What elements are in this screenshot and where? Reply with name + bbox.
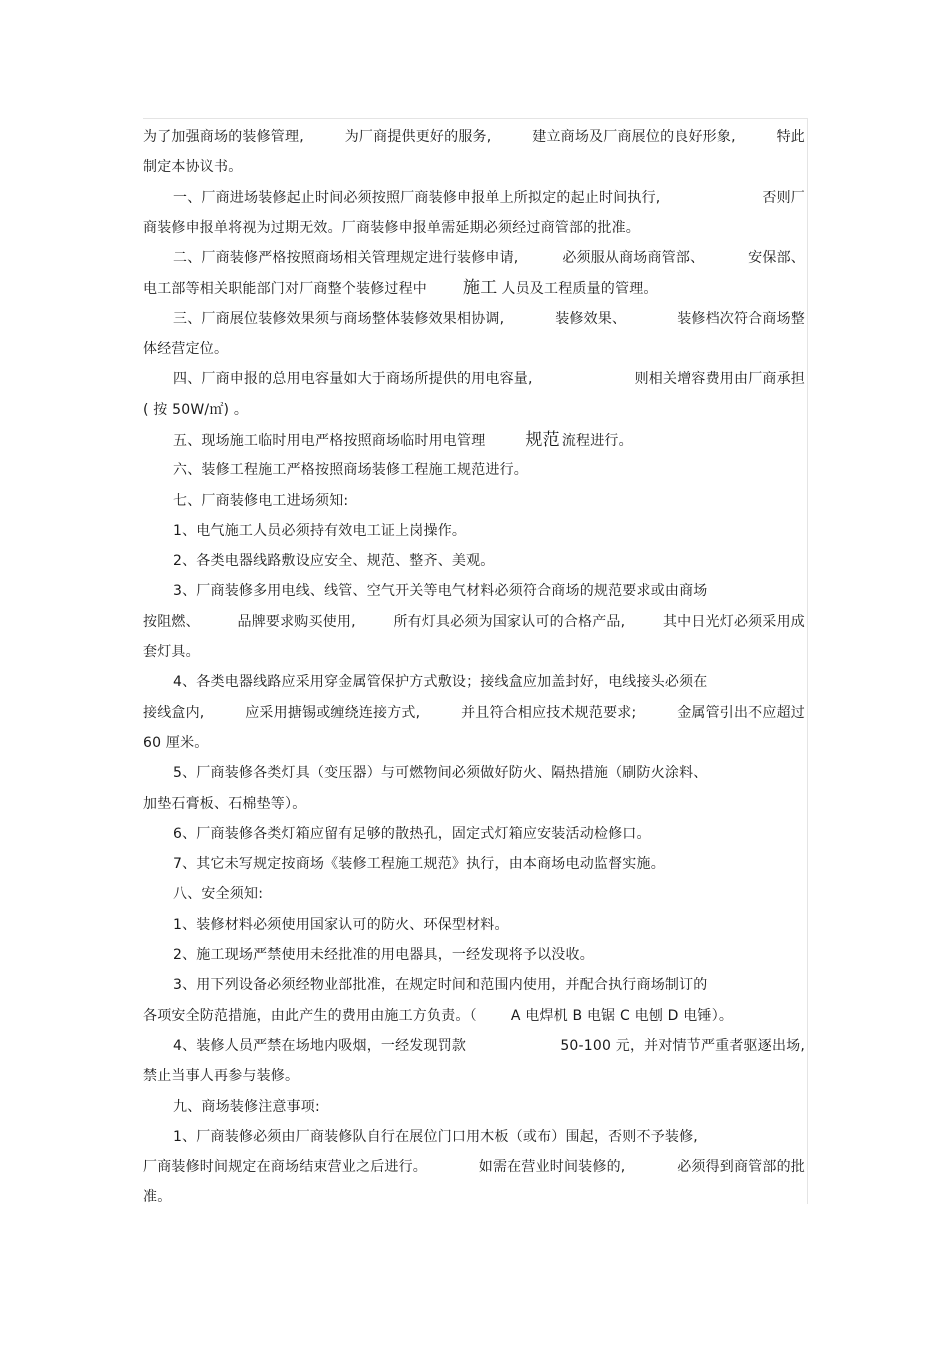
text-segment: 准。	[143, 1189, 172, 1206]
text-segment: 其中日光灯必须采用成	[662, 613, 805, 630]
text-segment: 五、现场施工临时用电严格按照商场临时用电管理	[173, 432, 486, 449]
text-segment: A 电焊机 B 电锯 C 电刨 D 电锤）。	[510, 1007, 734, 1024]
item-7-6	[143, 819, 805, 849]
clause-3-line	[143, 304, 805, 334]
text-segment: 禁止当事人再参与装修。	[143, 1068, 300, 1085]
text-segment: 则相关增容费用由厂商承担	[634, 371, 805, 388]
text-segment: 并且符合相应技术规范要求;	[461, 704, 637, 721]
item-9-1	[143, 1122, 805, 1152]
item-7-5	[143, 758, 805, 788]
text-segment: 必须服从商场商管部、	[562, 250, 705, 267]
intro-line	[143, 122, 805, 152]
clause-5-line	[143, 425, 805, 455]
item-7-5-end	[143, 789, 805, 819]
item-7-4	[143, 667, 805, 697]
text-segment-large: 规范	[525, 429, 560, 450]
item-7-4-end	[143, 728, 805, 758]
text-segment: 体经营定位。	[143, 341, 229, 358]
text-segment: 加垫石膏板、石棉垫等）。	[143, 795, 307, 812]
text-segment: 按阻燃、	[143, 613, 200, 630]
clause-4-line	[143, 364, 805, 394]
text-segment: 三、厂商展位装修效果须与商场整体装修效果相协调,	[173, 310, 505, 327]
clause-2-line-end	[143, 273, 805, 303]
text-segment: 50-100 元，并对情节严重者驱逐出场,	[560, 1037, 805, 1054]
item-8-4	[143, 1031, 805, 1061]
text-segment: 八、安全须知:	[173, 886, 264, 903]
clause-4-line-end	[143, 395, 805, 425]
text-segment: 建立商场及厂商展位的良好形象,	[532, 129, 736, 145]
text-segment: 如需在营业时间装修的,	[478, 1159, 626, 1176]
text-segment: 2、各类电器线路敷设应安全、规范、整齐、美观。	[173, 553, 495, 570]
text-segment: 装修效果、	[555, 310, 627, 327]
text-segment: 金属管引出不应超过	[677, 704, 805, 721]
section-8-heading	[143, 879, 805, 909]
text-segment: 4、各类电器线路应采用穿金属管保护方式敷设；接线盒应加盖封好，电线接头必须在	[173, 674, 708, 691]
text-segment: 60 厘米。	[143, 734, 209, 751]
text-segment: 品牌要求购买使用,	[237, 613, 356, 630]
item-9-1-cont	[143, 1152, 805, 1182]
text-segment: 特此	[776, 129, 805, 145]
text-segment: 商装修申报单将视为过期无效。厂商装修申报单需延期必须经过商管部的批准。	[143, 219, 640, 236]
text-segment: 5、厂商装修各类灯具（变压器）与可燃物间必须做好防火、隔热措施（刷防火涂料、	[173, 765, 708, 782]
intro-line-end	[143, 152, 805, 182]
text-segment: 4、装修人员严禁在场地内吸烟，一经发现罚款	[173, 1037, 467, 1054]
text-segment: 3、用下列设备必须经物业部批准，在规定时间和范围内使用，并配合执行商场制订的	[173, 977, 708, 994]
text-segment: 7、其它未写规定按商场《装修工程施工规范》执行，由本商场电动监督实施。	[173, 856, 665, 873]
clause-3-line-end	[143, 334, 805, 364]
text-segment: 套灯具。	[143, 644, 200, 661]
text-segment: 接线盒内,	[143, 704, 205, 721]
section-7-heading	[143, 486, 805, 516]
text-segment: 电工部等相关职能部门对厂商整个装修过程中	[143, 281, 427, 298]
clause-6-line	[143, 455, 805, 485]
text-segment: 厂商装修时间规定在商场结束营业之后进行。	[143, 1159, 427, 1176]
text-segment: 二、厂商装修严格按照商场相关管理规定进行装修申请,	[173, 250, 519, 267]
text-segment-large: 施工	[463, 278, 498, 299]
text-segment: 六、装修工程施工严格按照商场装修工程施工规范进行。	[173, 462, 528, 479]
text-segment: 6、厂商装修各类灯箱应留有足够的散热孔，固定式灯箱应安装活动检修口。	[173, 825, 651, 842]
clause-2-line	[143, 243, 805, 273]
text-segment: 人员及工程质量的管理。	[501, 281, 658, 298]
text-segment: 流程进行。	[561, 432, 633, 449]
item-7-1	[143, 516, 805, 546]
text-segment: 为厂商提供更好的服务,	[344, 129, 492, 145]
item-7-3	[143, 576, 805, 606]
text-segment: 应采用搪锡或缠绕连接方式,	[245, 704, 421, 721]
item-7-4-cont	[143, 698, 805, 728]
item-8-1	[143, 910, 805, 940]
item-8-4-end	[143, 1061, 805, 1091]
text-segment: 必须得到商管部的批	[677, 1159, 805, 1176]
text-segment: 四、厂商申报的总用电容量如大于商场所提供的用电容量,	[173, 371, 533, 388]
item-7-3-end	[143, 637, 805, 667]
text-segment: ( 按 50W/㎡) 。	[143, 401, 249, 418]
text-segment: 1、电气施工人员必须持有效电工证上岗操作。	[173, 522, 467, 539]
text-segment: 所有灯具必须为国家认可的合格产品,	[393, 613, 626, 630]
item-8-3	[143, 970, 805, 1000]
item-7-3-cont	[143, 607, 805, 637]
text-segment: 安保部、	[748, 250, 805, 267]
text-segment: 装修档次符合商场整	[677, 310, 805, 327]
text-segment: 一、厂商进场装修起止时间必须按照厂商装修申报单上所拟定的起止时间执行,	[173, 189, 661, 206]
text-segment: 九、商场装修注意事项:	[173, 1098, 320, 1115]
item-7-2	[143, 546, 805, 576]
text-segment: 1、厂商装修必须由厂商装修队自行在展位门口用木板（或布）围起，否则不予装修,	[173, 1128, 698, 1145]
text-segment: 否则厂	[762, 189, 805, 206]
text-segment: 制定本协议书。	[143, 159, 243, 176]
clause-1-line	[143, 183, 805, 213]
section-9-heading	[143, 1092, 805, 1122]
item-9-1-end	[143, 1182, 805, 1212]
clause-1-line-end	[143, 213, 805, 243]
text-segment: 七、厂商装修电工进场须知:	[173, 492, 349, 509]
text-segment: 1、装修材料必须使用国家认可的防火、环保型材料。	[173, 916, 509, 933]
item-8-2	[143, 940, 805, 970]
text-segment: 各项安全防范措施，由此产生的费用由施工方负责。（	[143, 1007, 477, 1024]
item-8-3-cont	[143, 1001, 805, 1031]
item-7-7	[143, 849, 805, 879]
text-segment: 为了加强商场的装修管理,	[143, 129, 304, 145]
text-segment: 3、厂商装修多用电线、线管、空气开关等电气材料必须符合商场的规范要求或由商场	[173, 583, 708, 600]
agreement-body	[143, 122, 805, 1213]
text-segment: 2、施工现场严禁使用未经批准的用电器具，一经发现将予以没收。	[173, 947, 594, 964]
